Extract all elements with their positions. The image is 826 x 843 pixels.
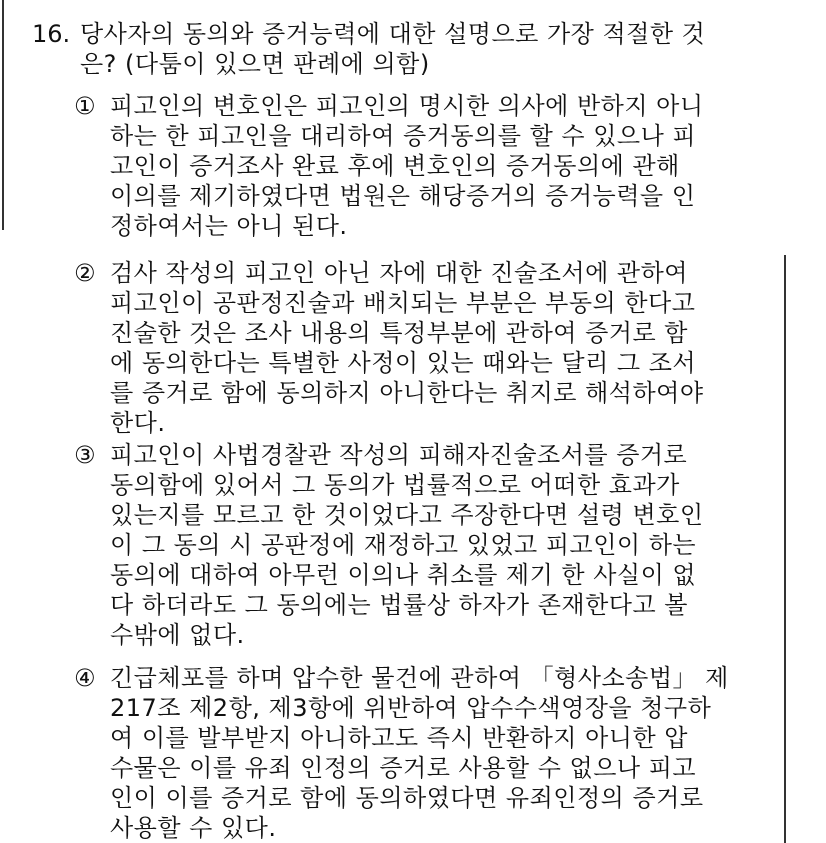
option-marker: ④ xyxy=(74,664,96,692)
option-text-line: 이의를 제기하였다면 법원은 해당증거의 증거능력을 인 xyxy=(110,182,696,210)
option-text-line: 고인이 증거조사 완료 후에 변호인의 증거동의에 관해 xyxy=(110,152,680,180)
option-text-line: 있는지를 모르고 한 것이었다고 주장한다면 설령 변호인 xyxy=(110,501,704,529)
option-text-line: 다 하더라도 그 동의에는 법률상 하자가 존재한다고 볼 xyxy=(110,591,688,619)
left-column-rule xyxy=(2,0,4,230)
option-text-line: 하는 한 피고인을 대리하여 증거동의를 할 수 있으나 피 xyxy=(110,122,697,150)
option-text-line: 피고인이 공판정진술과 배치되는 부분은 부동의 한다고 xyxy=(110,289,696,317)
option-text-line: 수밖에 없다. xyxy=(110,621,245,649)
option-text-line: 피고인의 변호인은 피고인의 명시한 의사에 반하지 아니 xyxy=(110,92,704,120)
question-text-line: 은? (다툼이 있으면 판례에 의함) xyxy=(80,50,430,78)
option-text-line: 인이 이를 증거로 함에 동의하였다면 유죄인정의 증거로 xyxy=(110,784,704,812)
option-text-line: 를 증거로 함에 동의하지 아니한다는 취지로 해석하여야 xyxy=(110,379,704,407)
option-text-line: 피고인이 사법경찰관 작성의 피해자진술조서를 증거로 xyxy=(110,441,688,469)
option-text-line: 이 그 동의 시 공판정에 재정하고 있었고 피고인이 하는 xyxy=(110,531,697,559)
option-text-line: 검사 작성의 피고인 아닌 자에 대한 진술조서에 관하여 xyxy=(110,259,688,287)
option-text-line: 사용할 수 있다. xyxy=(110,814,277,842)
option-text-line: 여 이를 발부받지 아니하고도 즉시 반환하지 아니한 압 xyxy=(110,724,688,752)
option-text-line: 한다. xyxy=(110,409,166,437)
option-text-line: 진술한 것은 조사 내용의 특정부분에 관하여 증거로 함 xyxy=(110,319,688,347)
option-text-line: 동의함에 있어서 그 동의가 법률적으로 어떠한 효과가 xyxy=(110,471,680,499)
option-text-line: 정하여서는 아니 된다. xyxy=(110,212,348,240)
option-text-line: 동의에 대하여 아무런 이의나 취소를 제기 한 사실이 없 xyxy=(110,561,697,589)
option-text-line: 217조 제2항, 제3항에 위반하여 압수수색영장을 청구하 xyxy=(110,694,712,722)
question-number: 16. xyxy=(32,20,71,48)
option-text-line: 긴급체포를 하며 압수한 물건에 관하여 「형사소송법」 제 xyxy=(110,664,729,692)
question-text-line: 당사자의 동의와 증거능력에 대한 설명으로 가장 적절한 것 xyxy=(80,20,706,48)
option-marker: ① xyxy=(74,92,96,120)
right-column-rule xyxy=(784,255,786,843)
option-text-line: 수물은 이를 유죄 인정의 증거로 사용할 수 없으나 피고 xyxy=(110,754,697,782)
option-marker: ③ xyxy=(74,441,96,469)
option-text-line: 에 동의한다는 특별한 사정이 있는 때와는 달리 그 조서 xyxy=(110,349,697,377)
option-marker: ② xyxy=(74,259,96,287)
